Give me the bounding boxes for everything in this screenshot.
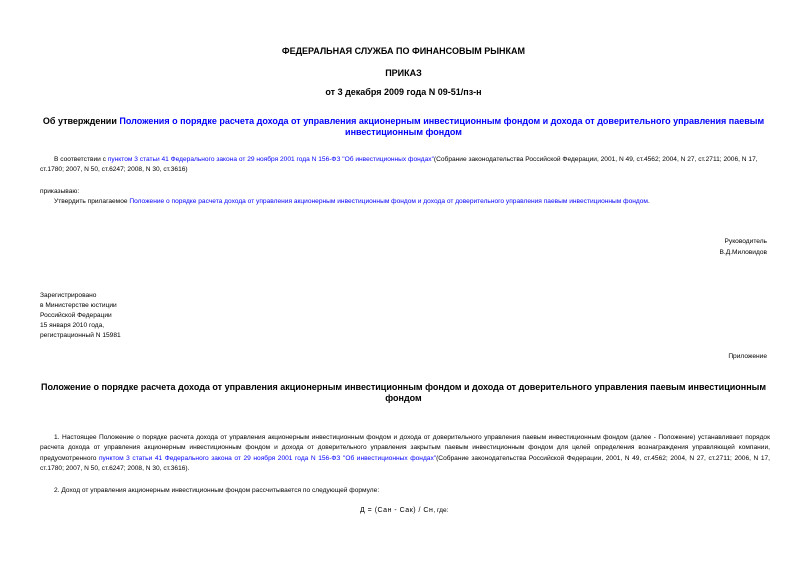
clause-1-law-link[interactable]: пунктом 3 статьи 41 Федерального закона от 29 ноября 2001 года N 156-ФЗ "Об инвестиционных фондах" [98,454,437,462]
appendix-label: Приложение [728,353,767,360]
registration-line-1: Зарегистрировано [40,292,97,299]
signature-name: В.Д.Миловидов [719,249,767,256]
order-text-prefix: Утвердить прилагаемое [54,198,130,205]
registration-line-3: Российской Федерации [40,312,112,319]
order-label: приказываю: [40,188,80,195]
document-type: ПРИКАЗ [385,68,422,78]
clause-1-suffix: (Собрание законодательства Российской Федерации, 2001, N 49, ст.4562; 2004, N 27, ст.2711; 2006, N 17, ст.1780; 2007, N 50, ст.6247; 2008, N 30, ст.3616). [40,454,770,473]
clause-1-prefix: 1. Настоящее Положение о порядке расчета дохода от управления акционерным инвестиционным фондом и дохода от доверительного управления паевым инвестиционным фондом (далее - Положение) устанавливает порядок расчета дохода от управления акционерным инвестиционным фондом и дохода от доверительного управления закрытым паевым инвестиционным фондом для целей определения вознаграждения управляющей компании, предусмотренного [40,434,770,462]
order-text [54,197,650,207]
agency-name: ФЕДЕРАЛЬНАЯ СЛУЖБА ПО ФИНАНСОВЫМ РЫНКАМ [281,46,526,56]
formula-image: Д = (Сан - Сак) / Сн [360,507,434,514]
document-title [40,116,767,138]
order-regulation-link[interactable]: Положение о порядке расчета дохода от управления акционерным инвестиционным фондом и дохода от доверительного управления паевым инвестиционным фондом [129,198,648,205]
clause-1 [40,433,770,475]
formula-line [360,506,448,516]
document-date: от 3 декабря 2009 года N 09-51/пз-н [325,87,482,97]
registration-line-2: в Министерстве юстиции [40,302,117,309]
preamble-law-link[interactable]: пунктом 3 статьи 41 Федерального закона от 29 ноября 2001 года N 156-ФЗ "Об инвестиционных фондах" [107,156,434,163]
title-prefix: Об утверждении [42,116,120,126]
formula-suffix: , где: [433,507,449,514]
registration-line-5: регистрационный N 15981 [40,332,121,339]
clause-2: 2. Доход от управления акционерным инвестиционным фондом рассчитывается по следующей формуле: [54,487,380,494]
preamble-suffix: (Собрание законодательства Российской Федерации, 2001, N 49, ст.4562; 2004, N 27, ст.2711; 2006, N 17, ст.1780; 2007, N 50, ст.6247; 2008, N 30, ст.3616) [40,156,758,174]
appendix-title: Положение о порядке расчета дохода от управления акционерным инвестиционным фондом и дохода от доверительного управления паевым инвестиционным фондом [41,382,766,403]
preamble [40,155,770,176]
preamble-prefix: В соответствии с [54,156,108,163]
order-text-suffix: . [647,198,650,205]
signature-position: Руководитель [724,238,767,245]
title-link[interactable]: Положения о порядке расчета дохода от управления акционерным инвестиционным фондом и дохода от доверительного управления паевым инвестиционным фондом [119,116,765,137]
registration-line-4: 15 января 2010 года, [40,322,105,329]
